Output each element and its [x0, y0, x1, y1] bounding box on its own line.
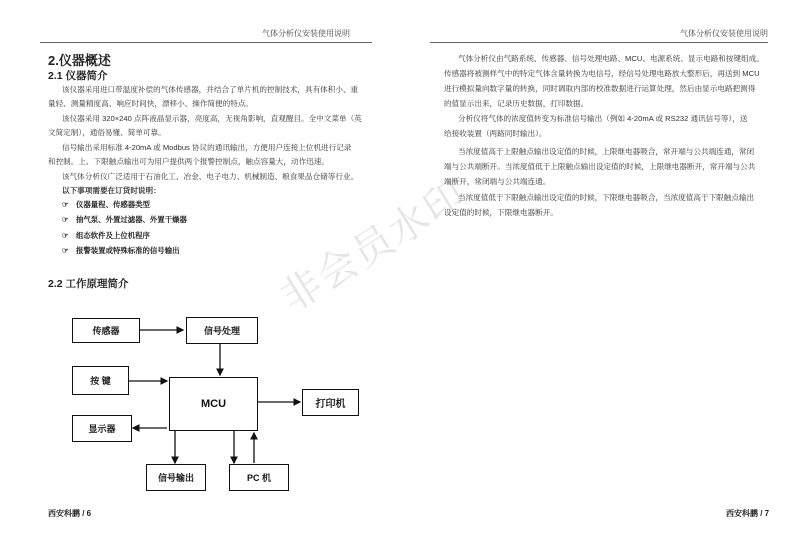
intro-line-4: 文简定制），通俗易懂、简单可靠。 — [48, 128, 166, 137]
intro-line-5: 信号输出采用标准 4-20mA 或 Modbus 协议的通讯输出，方便用户连接上位机进行记录 — [62, 143, 352, 152]
principle-line-2: 传感器将被测样气中的特定气体含量转换为电信号，经信号处理电路放大整形后，再送到 MCU — [444, 69, 760, 78]
principle-line-11: 设定值的时候，下限继电器断开。 — [444, 208, 558, 217]
header-title-left: 气体分析仪安装使用说明 — [262, 29, 350, 38]
order-note: 以下事项需要在订货时说明： — [62, 186, 161, 195]
intro-line-1: 该仪器采用进口带温度补偿的气体传感器，并结合了单片机的控制技术，具有体积小、重 — [62, 85, 359, 94]
list-item: ☞ 组态软件及上位机程序 — [62, 228, 187, 243]
list-item: ☞ 仪器量程、传感器类型 — [62, 197, 187, 212]
pointer-icon: ☞ — [62, 200, 69, 209]
intro-line-2: 量轻、测量精度高、响应时间快，漂移小、操作简便的特点。 — [48, 99, 254, 108]
diagram-keys-box: 按 键 — [72, 366, 129, 395]
header-title-right: 气体分析仪安装使用说明 — [680, 29, 768, 38]
pointer-icon: ☞ — [62, 215, 69, 225]
diagram-pc-box: PC 机 — [229, 464, 289, 491]
principle-line-6: 给接收装置（两路同时输出）。 — [444, 129, 547, 138]
principle-line-10: 当浓度值低于下限触点输出设定值的时候，下限继电器吸合，当浓度值高于下限触点输出 — [458, 193, 755, 202]
diagram-signal-processing-box: 信号处理 — [186, 317, 258, 344]
intro-line-3: 该仪器采用 320×240 点阵液晶显示器，亮度高，无视角影响，直观醒目。全中文菜单（英 — [62, 114, 362, 123]
diagram-printer-box: 打印机 — [302, 389, 359, 416]
list-item: ☞ 报警装置或特殊标准的信号输出 — [62, 243, 187, 258]
diagram-mcu-box: MCU — [169, 377, 258, 431]
principle-line-1: 气体分析仪由气路系统、传感器、信号处理电路、MCU、电源系统、显示电路和按键组成。 — [458, 54, 764, 63]
pointer-icon: ☞ — [62, 230, 69, 240]
header-divider-right — [430, 42, 768, 43]
diagram-display-box: 显示器 — [72, 415, 132, 442]
subsection-title-intro: 2.1 仪器简介 — [48, 70, 108, 82]
principle-line-5: 分析仪将气体的浓度值转变为标准信号输出（例如 4-20mA 或 RS232 通讯信号等），送 — [458, 114, 748, 123]
principle-line-7: 当浓度值高于上限触点输出设定值的时候，上限继电器吸合，常开端与公共端连通，常闭 — [458, 147, 755, 156]
watermark-text: 非会员水印 — [273, 172, 475, 321]
right-page — [400, 0, 800, 546]
subsection-title-principle: 2.2 工作原理简介 — [48, 278, 129, 290]
intro-line-6: 和控制。上、下限触点输出可为用户提供两个报警控制点，触点容量大，动作迅速。 — [48, 157, 329, 166]
diagram-signal-output-box: 信号输出 — [146, 464, 206, 491]
section-title: 2.仪器概述 — [48, 53, 111, 68]
principle-line-3: 进行模拟量向数字量的转换，同时调取内部的校准数据进行运算处理，然后由显示电路把测得 — [444, 84, 756, 93]
intro-line-7: 该气体分析仪广泛适用于石油化工、冶金、电子电力、机械制造、粮食果品仓储等行业。 — [62, 172, 359, 181]
list-item: ☞ 抽气泵、外置过滤器、外置干燥器 — [62, 212, 187, 227]
diagram-sensor-box: 传感器 — [72, 318, 140, 343]
footer-page-left: 西安科鹏 / 6 — [48, 509, 92, 518]
principle-line-9: 端断开，常闭端与公共端连通。 — [444, 177, 551, 186]
footer-page-right: 西安科鹏 / 7 — [726, 509, 770, 518]
principle-line-8: 端与公共端断开。当浓度值低于上限触点输出设定值的时候，上限继电器断开，常开端与公共 — [444, 162, 756, 171]
pointer-icon: ☞ — [62, 246, 69, 256]
principle-line-4: 的值显示出来，记录历史数据，打印数据。 — [444, 99, 589, 108]
